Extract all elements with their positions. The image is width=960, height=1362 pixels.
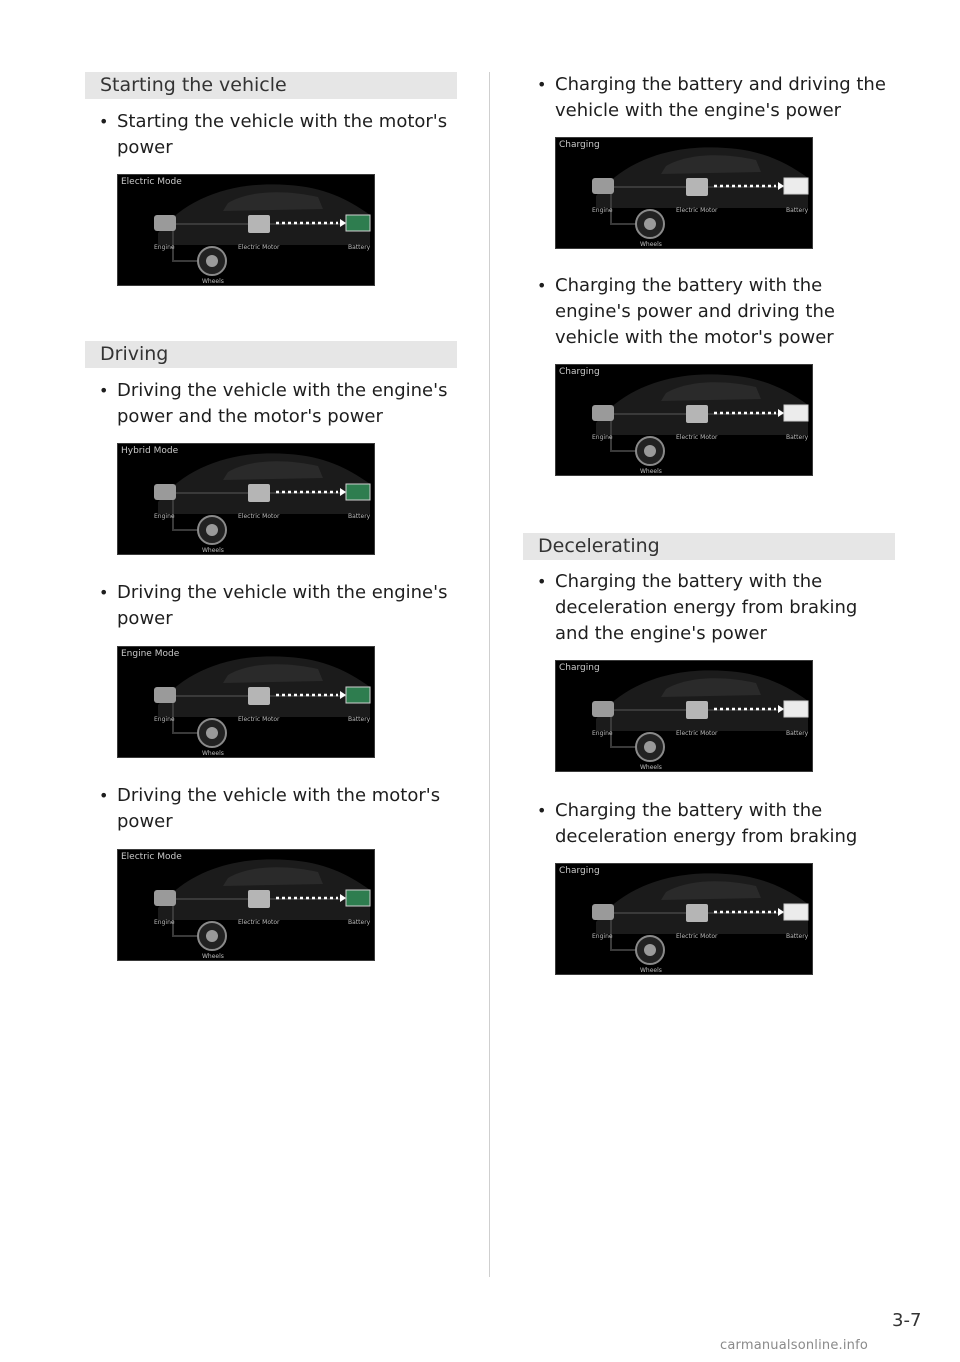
section-decelerating-title: Decelerating (523, 533, 895, 560)
screen-mode-label: Hybrid Mode (121, 446, 179, 456)
screen-mode-label: Engine Mode (121, 649, 180, 659)
page-number: 3-7 (892, 1310, 922, 1331)
bullet-0: • Starting the vehicle with the motor's power (97, 109, 457, 161)
bullet-1: • Driving the vehicle with the engine's power and the motor's power (97, 378, 457, 430)
motor-icon (248, 687, 270, 705)
engine-icon (154, 215, 176, 231)
label-motor: Electric Motor (676, 730, 718, 737)
flow-diagram (118, 850, 375, 961)
label-battery: Battery (786, 730, 809, 737)
section-starting-title: Starting the vehicle (85, 72, 457, 99)
screen-mode-label: Charging (559, 367, 600, 377)
motor-icon (686, 405, 708, 423)
label-motor: Electric Motor (238, 919, 280, 926)
label-battery: Battery (348, 244, 371, 251)
wheel-hub-icon (644, 445, 656, 457)
battery-full-icon (346, 215, 370, 231)
screen-mode-label: Charging (559, 140, 600, 150)
screen-2 (117, 646, 375, 758)
label-motor: Electric Motor (238, 244, 280, 251)
label-battery: Battery (348, 716, 371, 723)
label-wheels: Wheels (640, 241, 662, 248)
battery-full-icon (346, 484, 370, 500)
wheel-hub-icon (206, 727, 218, 739)
flow-diagram (118, 647, 375, 758)
label-battery: Battery (348, 919, 371, 926)
screen-mode-label: Charging (559, 663, 600, 673)
label-wheels: Wheels (640, 764, 662, 771)
wheel-hub-icon (206, 930, 218, 942)
motor-icon (248, 484, 270, 502)
battery-full-icon (346, 687, 370, 703)
label-motor: Electric Motor (238, 513, 280, 520)
battery-charging-icon (784, 904, 808, 920)
battery-charging-icon (784, 178, 808, 194)
battery-charging-icon (784, 701, 808, 717)
motor-icon (248, 215, 270, 233)
label-engine: Engine (592, 730, 613, 737)
column-divider (489, 72, 490, 1277)
engine-icon (154, 890, 176, 906)
motor-icon (686, 178, 708, 196)
label-engine: Engine (154, 244, 175, 251)
label-wheels: Wheels (640, 967, 662, 974)
motor-icon (686, 701, 708, 719)
label-wheels: Wheels (640, 468, 662, 475)
engine-icon (592, 178, 614, 194)
label-wheels: Wheels (202, 547, 224, 554)
flow-diagram (556, 661, 813, 772)
label-engine: Engine (154, 716, 175, 723)
engine-icon (592, 701, 614, 717)
watermark-footer: carmanualsonline.info (720, 1338, 869, 1353)
label-engine: Engine (592, 933, 613, 940)
wheel-hub-icon (644, 944, 656, 956)
engine-icon (592, 904, 614, 920)
screen-7 (555, 863, 813, 975)
label-wheels: Wheels (202, 953, 224, 960)
motor-icon (686, 904, 708, 922)
label-wheels: Wheels (202, 278, 224, 285)
battery-full-icon (346, 890, 370, 906)
battery-charging-icon (784, 405, 808, 421)
screen-0 (117, 174, 375, 286)
wheel-hub-icon (206, 524, 218, 536)
label-engine: Engine (154, 513, 175, 520)
flow-diagram (118, 175, 375, 286)
label-engine: Engine (592, 434, 613, 441)
bullet-7: • Charging the battery with the deceleration energy from braking (535, 798, 895, 850)
label-motor: Electric Motor (676, 207, 718, 214)
bullet-2: • Driving the vehicle with the engine's power (97, 580, 457, 632)
screen-4 (555, 137, 813, 249)
engine-icon (154, 687, 176, 703)
label-motor: Electric Motor (238, 716, 280, 723)
bullet-3: • Driving the vehicle with the motor's power (97, 783, 457, 835)
screen-mode-label: Electric Mode (121, 852, 182, 862)
label-motor: Electric Motor (676, 434, 718, 441)
label-battery: Battery (786, 207, 809, 214)
engine-icon (592, 405, 614, 421)
motor-icon (248, 890, 270, 908)
wheel-hub-icon (644, 741, 656, 753)
bullet-5: • Charging the battery with the engine's power and driving the vehicle with the motor's power (535, 273, 900, 351)
wheel-hub-icon (644, 218, 656, 230)
flow-diagram (556, 138, 813, 249)
label-engine: Engine (154, 919, 175, 926)
bullet-6: • Charging the battery with the deceleration energy from braking and the engine's power (535, 569, 895, 647)
label-battery: Battery (348, 513, 371, 520)
screen-3 (117, 849, 375, 961)
flow-diagram (118, 444, 375, 555)
label-motor: Electric Motor (676, 933, 718, 940)
bullet-4: • Charging the battery and driving the vehicle with the engine's power (535, 72, 895, 124)
label-battery: Battery (786, 933, 809, 940)
wheel-hub-icon (206, 255, 218, 267)
label-engine: Engine (592, 207, 613, 214)
label-battery: Battery (786, 434, 809, 441)
screen-1 (117, 443, 375, 555)
flow-diagram (556, 864, 813, 975)
screen-mode-label: Charging (559, 866, 600, 876)
screen-mode-label: Electric Mode (121, 177, 182, 187)
screen-6 (555, 660, 813, 772)
section-driving-title: Driving (85, 341, 457, 368)
screen-5 (555, 364, 813, 476)
engine-icon (154, 484, 176, 500)
label-wheels: Wheels (202, 750, 224, 757)
flow-diagram (556, 365, 813, 476)
